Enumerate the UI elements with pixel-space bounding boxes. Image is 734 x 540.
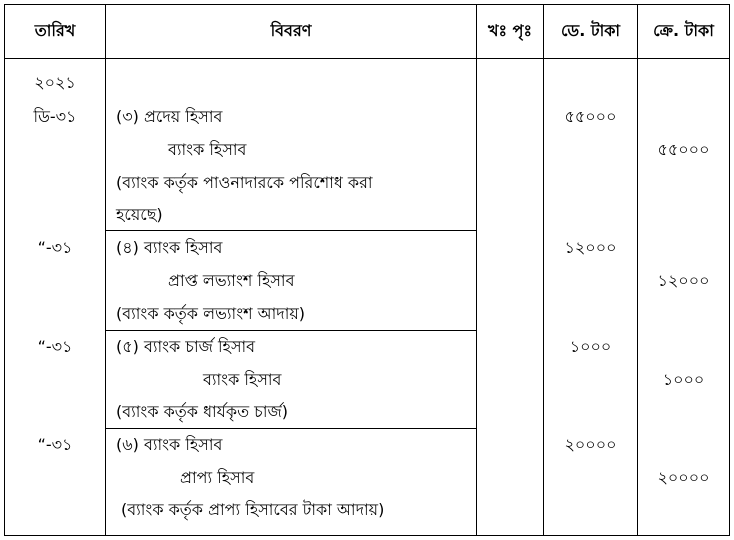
debit-amount: ৫৫০০০: [564, 107, 617, 126]
col-divider-folio: [543, 4, 544, 536]
header-debit: ডে. টাকা: [560, 21, 621, 40]
debit-amount: ১২০০০: [564, 238, 617, 257]
credit-amount: ৫৫০০০: [657, 140, 710, 159]
entry-date: “-৩১: [37, 435, 73, 454]
entry-date: “-৩১: [37, 337, 73, 356]
entry-year: ২০২১: [34, 73, 76, 92]
narration: (ব্যাংক কর্তৃক লভ্যাংশ আদায়): [116, 304, 306, 323]
debit-account: (৪) ব্যাংক হিসাব: [116, 238, 223, 257]
debit-amount: ১০০০: [569, 337, 612, 356]
table-bottom-border: [4, 535, 730, 536]
narration: (ব্যাংক কর্তৃক পাওনাদারকে পরিশোধ করা: [116, 173, 373, 192]
credit-account: প্রাপ্য হিসাব: [180, 468, 255, 487]
entry-separator: [105, 428, 476, 429]
credit-amount: ১২০০০: [657, 271, 710, 290]
header-bottom-border: [4, 58, 730, 59]
credit-account: ব্যাংক হিসাব: [168, 140, 247, 159]
col-divider-debit: [637, 4, 638, 536]
header-credit: ক্রে. টাকা: [653, 21, 714, 40]
credit-amount: ১০০০: [662, 370, 705, 389]
header-date: তারিখ: [34, 21, 76, 40]
narration-continued: হয়েছে): [116, 205, 163, 224]
table-top-border: [4, 4, 730, 5]
col-divider-date: [105, 4, 106, 536]
debit-amount: ২০০০০: [564, 435, 617, 454]
debit-account: (৫) ব্যাংক চার্জ হিসাব: [116, 337, 256, 356]
narration: (ব্যাংক কর্তৃক ধার্যকৃত চার্জ): [116, 402, 289, 421]
debit-account: (৬) ব্যাংক হিসাব: [116, 435, 223, 454]
entry-separator: [105, 230, 476, 231]
table-right-border: [729, 4, 730, 536]
entry-separator: [105, 330, 476, 331]
credit-account: প্রাপ্ত লভ্যাংশ হিসাব: [168, 271, 295, 290]
credit-amount: ২০০০০: [657, 468, 710, 487]
credit-account: ব্যাংক হিসাব: [203, 370, 282, 389]
entry-date: “-৩১: [37, 238, 73, 257]
narration: (ব্যাংক কর্তৃক প্রাপ্য হিসাবের টাকা আদায়): [121, 500, 385, 519]
col-divider-description: [476, 4, 477, 536]
header-ledger-folio: খঃ পৃঃ: [488, 21, 532, 40]
debit-account: (৩) প্রদেয় হিসাব: [116, 107, 223, 126]
header-description: বিবরণ: [270, 21, 312, 40]
entry-date: ডি-৩১: [33, 107, 77, 126]
